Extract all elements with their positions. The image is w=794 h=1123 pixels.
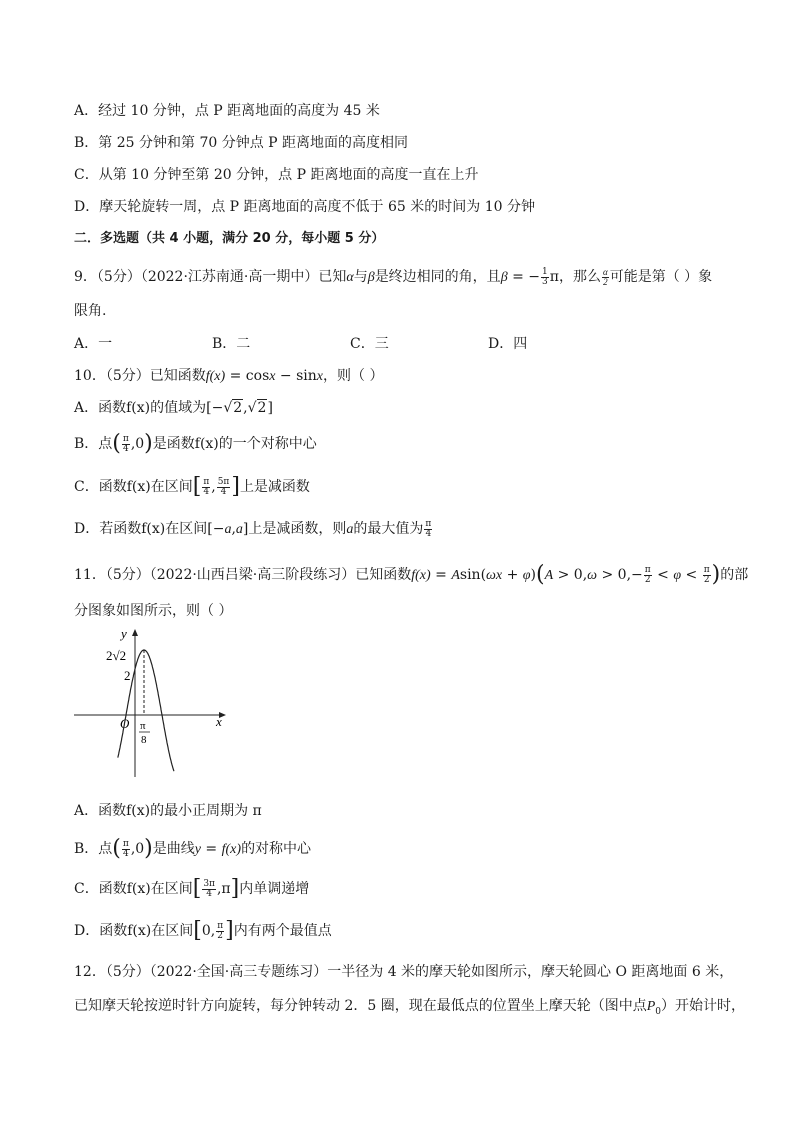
q9-text: 可能是第（ ）象: [609, 269, 713, 285]
q10-text: D．若函数f(x)在区间: [74, 521, 208, 537]
q11-text: C．函数f(x)在区间: [74, 881, 193, 897]
q10-text: ，则（ ）: [323, 368, 384, 384]
q9-option-c: C．三: [350, 336, 389, 352]
q9-number: 9．（5分）（2022·江苏南通·高一期中）已知: [74, 269, 347, 285]
q9-text: 是终边相同的角，且: [374, 269, 501, 285]
q9-stem: 9．（5分）（2022·江苏南通·高一期中）已知α与β是终边相同的角，且β = − $\frac{1}{3}$ π，那么 $\frac{\alpha}{2}$ 可能是第（ ）象: [74, 266, 713, 287]
q11-text: 内单调递增: [239, 881, 310, 897]
q12-text: 已知摩天轮按逆时针方向旋转，每分钟转动 2．5 圈，现在最低点的位置坐上摩天轮（图中点: [74, 998, 647, 1014]
q9-stem-cont: 限角.: [74, 303, 107, 319]
math-frac-1-3: $\frac{1}{3}$: [542, 266, 548, 287]
q9-text: ，那么: [558, 269, 601, 285]
q10-text: B．点: [74, 436, 113, 452]
q10-stem: 10．（5分）已知函数f(x) = cosx − sinx，则（ ）: [74, 368, 384, 384]
math-beta: β: [367, 270, 375, 285]
q8-option-c: C．从第 10 分钟至第 20 分钟，点 P 距离地面的高度一直在上升: [74, 167, 479, 183]
q12-line-1: 12．（5分）（2022·全国·高三专题练习）一半径为 4 米的摩天轮如图所示，摩天轮圆心 O 距离地面 6 米，: [74, 964, 734, 980]
q10-option-c: C．函数f(x)在区间[ $\frac{\pi}{4}$ , $\frac{5\pi}{4}$ ]上是减函数: [74, 474, 310, 499]
q11-text: B．点: [74, 841, 113, 857]
q10-text: A．函数f(x)的值域为: [74, 400, 207, 416]
q10-text: C．函数f(x)在区间: [74, 479, 193, 495]
q8-option-d: D．摩天轮旋转一周，点 P 距离地面的高度不低于 65 米的时间为 10 分钟: [74, 199, 535, 215]
q10-option-a: A．函数f(x)的值域为[−√2,√2]: [74, 400, 273, 416]
q10-option-d: D．若函数f(x)在区间[−a,a]上是减函数，则a的最大值为 $\frac{\pi}{4}$: [74, 518, 432, 539]
q10-text: 上是减函数: [239, 479, 310, 495]
math-beta-eq: β: [500, 270, 508, 285]
q11-text: 内有两个最值点: [233, 923, 332, 939]
origin-label: O: [120, 716, 130, 731]
x-tick-pi: π: [140, 720, 146, 732]
q10-text: 上是减函数，则: [248, 521, 347, 537]
q9-text: 与: [353, 269, 368, 285]
q11-text: 11．（5分）（2022·山西吕梁·高三阶段练习）已知函数: [74, 567, 412, 583]
q12-text: ）开始计时，: [661, 998, 746, 1014]
q11-text: 是曲线: [152, 841, 195, 857]
q10-text: 的最大值为: [353, 521, 424, 537]
y-axis-label: y: [121, 626, 127, 641]
q12-line-2: 已知摩天轮按逆时针方向旋转，每分钟转动 2．5 圈，现在最低点的位置坐上摩天轮（图中点$P_0$）开始计时，: [74, 998, 746, 1017]
q8-option-b: B．第 25 分钟和第 70 分钟点 P 距离地面的高度相同: [74, 135, 409, 151]
math-alpha: α: [346, 270, 354, 285]
section-heading: 二．多选题（共 4 小题，满分 20 分，每小题 5 分）: [74, 231, 385, 246]
q11-option-c: C．函数f(x)在区间[ $\frac{3\pi}{4}$ ,π]内单调递增: [74, 876, 310, 901]
q8-option-a: A．经过 10 分钟，点 P 距离地面的高度为 45 米: [74, 103, 380, 119]
q11-text: 的部: [720, 567, 749, 583]
q11-text: 的对称中心: [241, 841, 312, 857]
q11-option-b: B．点( $\frac{\pi}{4}$ ,0)是曲线y = f(x)的对称中心: [74, 836, 312, 861]
q11-option-a: A．函数f(x)的最小正周期为 π: [74, 803, 262, 819]
y-axis-arrow-icon: [132, 629, 138, 636]
q9-option-d: D．四: [488, 336, 528, 352]
q10-text: 10．（5分）已知函数: [74, 368, 206, 384]
q11-stem: 11．（5分）（2022·山西吕梁·高三阶段练习）已知函数f(x) = Asin(ωx + φ)(A > 0,ω > 0,− $\frac{\pi}{2}$ < φ < $\frac{\pi}{2}$ )的部: [74, 562, 749, 587]
q10-option-b: B．点( $\frac{\pi}{4}$ ,0)是函数f(x)的一个对称中心: [74, 431, 317, 456]
x-tick-8: 8: [141, 734, 147, 746]
math-fx: f(x): [205, 369, 226, 384]
x-axis-label: x: [216, 714, 222, 729]
y-tick-max-label: 2√2: [106, 648, 127, 663]
q9-option-a: A．一: [74, 336, 113, 352]
q10-text: 是函数f(x)的一个对称中心: [152, 436, 317, 452]
sine-graph: [70, 622, 240, 782]
q11-text: D．函数f(x)在区间: [74, 923, 194, 939]
q9-option-b: B．二: [212, 336, 251, 352]
q11-option-d: D．函数f(x)在区间[0, $\frac{\pi}{2}$ ]内有两个最值点: [74, 918, 332, 943]
math-frac-alpha-2: $\frac{\alpha}{2}$: [602, 266, 608, 287]
y-tick-2-label: 2: [124, 668, 131, 683]
q11-stem-cont: 分图象如图所示，则（ ）: [74, 603, 233, 619]
